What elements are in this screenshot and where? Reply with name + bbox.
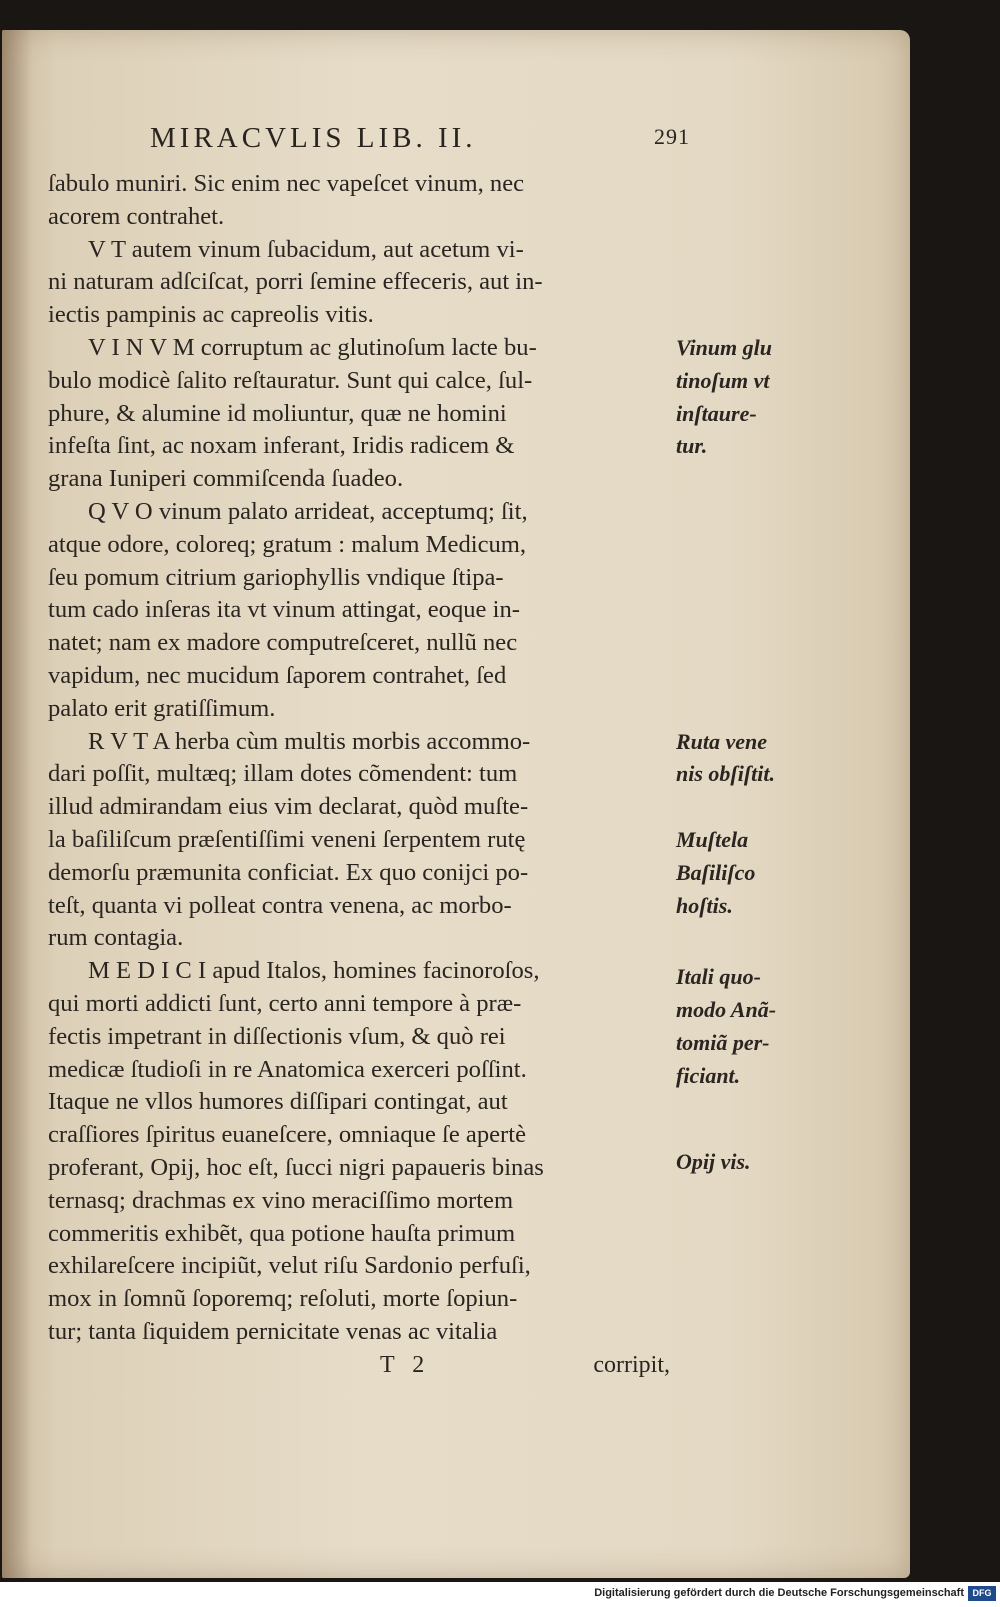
margin-note	[676, 824, 755, 922]
text-line: bulo modicè ſalito reſtauratur. Sunt qui calce, ſul-	[48, 366, 533, 394]
text-line: natet; nam ex madore computreſceret, nullũ nec	[48, 629, 518, 657]
text-line: vapidum, nec mucidum ſaporem contrahet, ſed	[48, 661, 507, 689]
margin-note	[676, 726, 775, 792]
margin-note	[676, 1146, 751, 1179]
margin-note-line: tinoſum vt	[676, 367, 770, 393]
margin-note-line: Vinum glu	[676, 335, 773, 360]
text-line: grana Iuniperi commiſcenda ſuadeo.	[48, 465, 404, 493]
text-line: atque odore, coloreq; gratum : malum Medicum,	[48, 530, 527, 558]
text-line: tum cado inſeras ita vt vinum attingat, eoque in-	[48, 596, 520, 624]
text-line: infeſta ſint, ac noxam inferant, Iridis radicem &	[48, 432, 515, 460]
page-header	[150, 122, 690, 166]
text-line: proferant, Opij, hoc eſt, ſucci nigri papaueris binas	[48, 1153, 544, 1181]
text-line: dari poſſit, multæq; illam dotes cõmendent: tum	[48, 760, 518, 788]
text-line: V T autem vinum ſubacidum, aut acetum vi-	[88, 235, 524, 263]
text-line: phure, & alumine id moliuntur, quæ ne homini	[48, 399, 507, 427]
body-text	[48, 168, 678, 1349]
text-line: la baſiliſcum præſentiſſimi veneni ſerpentem rutę	[48, 825, 526, 853]
margin-note	[676, 332, 772, 463]
margin-note-line: tomiã per-	[676, 1029, 770, 1055]
text-line: medicæ ſtudioſi in re Anatomica exerceri poſſint.	[48, 1055, 527, 1083]
text-line: mox in ſomnũ ſoporemq; reſoluti, morte ſopiun-	[48, 1285, 518, 1313]
margin-note-line: modo Anã-	[676, 996, 777, 1022]
margin-note-line: Opij vis.	[676, 1149, 751, 1174]
text-line: tur; tanta ſiquidem pernicitate venas ac vitalia	[48, 1317, 498, 1345]
text-line: ſabulo muniri. Sic enim nec vapeſcet vinum, nec	[48, 170, 525, 197]
text-line: R V T A herba cùm multis morbis accommo-	[88, 727, 531, 755]
text-line: rum contagia.	[48, 924, 184, 952]
running-head: MIRACVLIS LIB. II.	[150, 122, 477, 154]
text-line: palato erit gratiſſimum.	[48, 694, 276, 722]
catch-line	[380, 1352, 680, 1384]
margin-note-line: tur.	[676, 433, 708, 459]
text-line: fectis impetrant in diſſectionis vſum, & quò rei	[48, 1022, 506, 1050]
margin-note-line: nis obſiſtit.	[676, 761, 776, 787]
margin-note-line: Itali quo-	[676, 964, 761, 990]
page-number: 291	[654, 124, 690, 149]
text-line: Itaque ne vllos humores diſſipari contingat, aut	[48, 1088, 508, 1116]
margin-note-line: ficiant.	[676, 1062, 741, 1088]
text-line: Q V O vinum palato arrideat, acceptumq; ſit,	[88, 497, 528, 525]
signature-mark: T 2	[380, 1352, 431, 1378]
text-line: ternasq; drachmas ex vino meraciſſimo mortem	[48, 1186, 514, 1214]
margin-note	[676, 961, 776, 1092]
catchword: corripit,	[593, 1352, 670, 1378]
text-line: ſeu pomum citrium gariophyllis vndique ſtipa-	[48, 563, 504, 591]
funding-credit: Digitalisierung gefördert durch die Deutsche Forschungsgemeinschaft	[594, 1587, 964, 1599]
text-line: M E D I C I apud Italos, homines facinoroſos,	[88, 957, 540, 985]
text-line: exhilareſcere incipiũt, velut riſu Sardonio perfuſi,	[48, 1252, 531, 1280]
margin-note-line: Baſiliſco	[676, 859, 756, 885]
margin-note-line: inſtaure-	[676, 400, 757, 426]
text-line: demorſu præmunita conficiat. Ex quo conijci po-	[48, 858, 529, 886]
text-line: commeritis exhibẽt, qua potione hauſta primum	[48, 1219, 516, 1247]
text-line: teſt, quanta vi polleat contra venena, ac morbo-	[48, 891, 512, 919]
page-gutter-shadow	[2, 30, 32, 1578]
text-line: craſſiores ſpiritus euaneſcere, omniaque ſe apertè	[48, 1121, 526, 1149]
dfg-logo: DFG	[968, 1586, 996, 1601]
text-line: ni naturam adſciſcat, porri ſemine effeceris, aut in-	[48, 268, 543, 296]
digitization-footer	[0, 1582, 1000, 1607]
margin-note-line: Ruta vene	[676, 728, 768, 754]
margin-note-line: hoſtis.	[676, 892, 733, 918]
text-line: illud admirandam eius vim declarat, quòd muſte-	[48, 793, 529, 821]
text-line: qui morti addicti ſunt, certo anni tempore à præ-	[48, 989, 522, 1017]
text-line: V I N V M corruptum ac glutinoſum lacte bu-	[88, 333, 537, 361]
margin-note-line: Muſtela	[676, 827, 749, 852]
text-line: iectis pampinis ac capreolis vitis.	[48, 301, 374, 329]
text-line: acorem contrahet.	[48, 202, 225, 230]
